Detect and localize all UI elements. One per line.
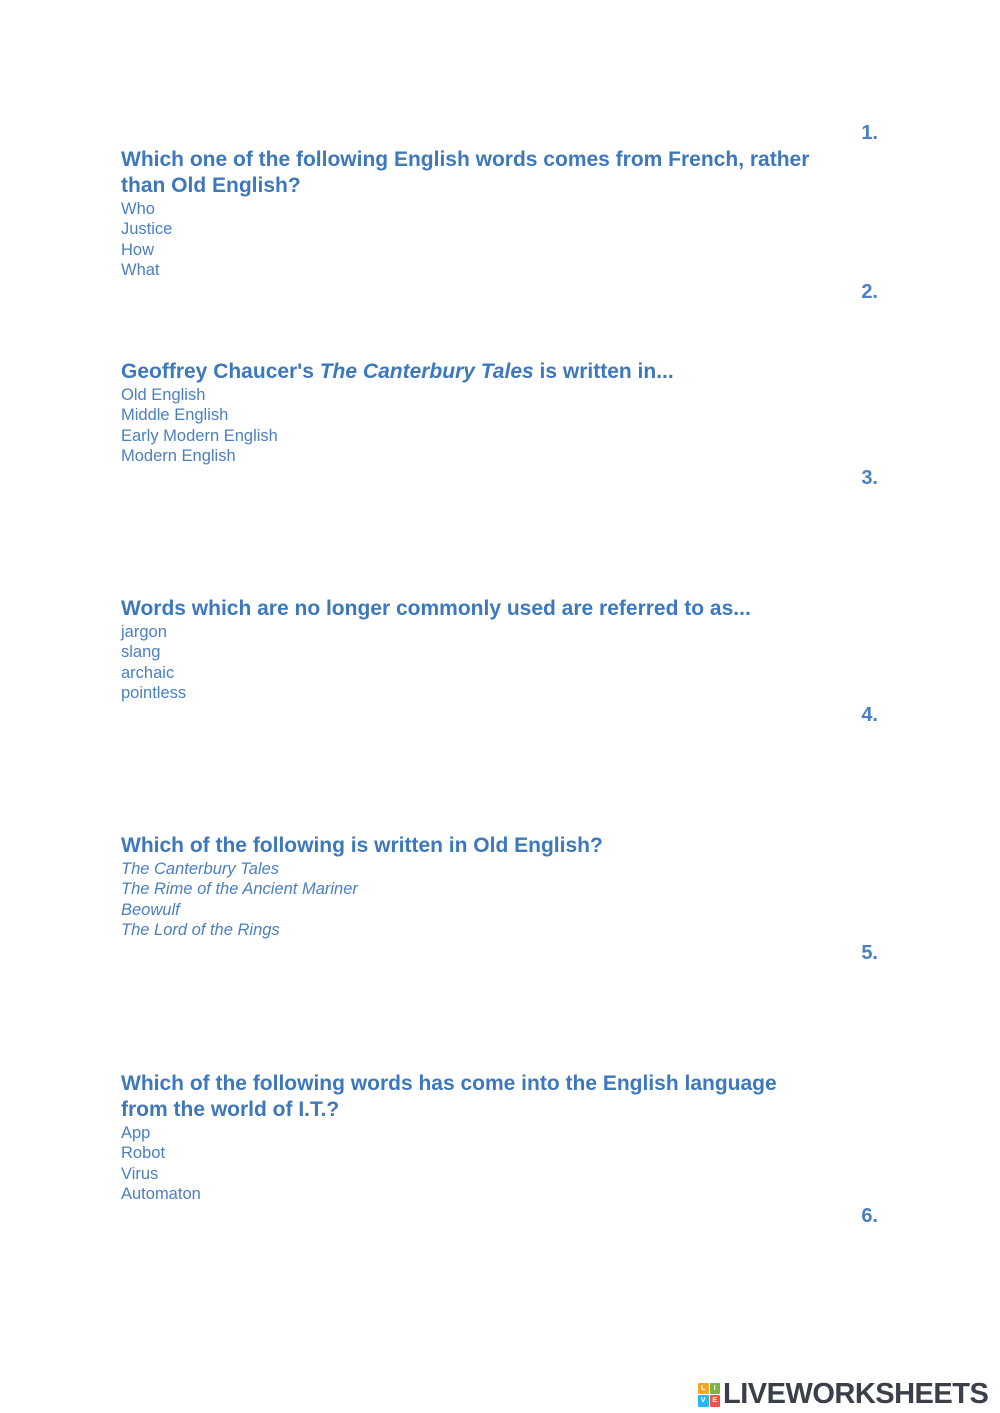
answer-option[interactable]: Early Modern English: [121, 426, 278, 445]
answer-option[interactable]: Modern English: [121, 446, 236, 465]
question-3-title: Words which are no longer commonly used are referred to as...: [121, 597, 751, 620]
logo-mark-icon: [698, 1383, 720, 1407]
question-1-title: Which one of the following English words comes from French, rather than Old English?: [121, 148, 810, 197]
logo-mark-l: L: [698, 1383, 709, 1395]
answer-option[interactable]: Middle English: [121, 406, 229, 425]
question-number-3: 3.: [861, 467, 878, 489]
question-4-title: Which of the following is written in Old English?: [121, 834, 603, 857]
question-number-4: 4.: [861, 704, 878, 726]
answer-option[interactable]: archaic: [121, 663, 175, 682]
answer-option[interactable]: Who: [121, 200, 155, 218]
answer-option[interactable]: App: [121, 1124, 151, 1142]
answer-option[interactable]: slang: [121, 643, 161, 662]
answer-option[interactable]: Old English: [121, 386, 206, 404]
question-5-title: Which of the following words has come into the English language from the world of I.T.?: [121, 1072, 777, 1121]
question-number-5: 5.: [861, 942, 878, 964]
logo-text: LIVEWORKSHEETS: [723, 1378, 989, 1410]
question-2-title: Geoffrey Chaucer's The Canterbury Tales is written in...: [121, 360, 674, 383]
question-1: [121, 147, 881, 280]
answer-option[interactable]: pointless: [121, 683, 187, 702]
logo-mark-e: E: [710, 1395, 721, 1407]
question-2: [121, 359, 881, 466]
question-3: [121, 596, 881, 703]
answer-option[interactable]: Automaton: [121, 1184, 201, 1203]
question-5: [121, 1071, 881, 1204]
answer-option[interactable]: What: [121, 260, 160, 279]
answer-option[interactable]: jargon: [121, 623, 167, 641]
answer-option[interactable]: The Rime of the Ancient Mariner: [121, 880, 358, 899]
logo-mark-v: V: [698, 1395, 709, 1407]
question-number-2: 2.: [861, 281, 878, 303]
answer-option[interactable]: How: [121, 240, 155, 259]
answer-option[interactable]: Justice: [121, 220, 173, 239]
liveworksheets-logo: [698, 1378, 988, 1411]
answer-option[interactable]: Robot: [121, 1144, 166, 1163]
answer-option[interactable]: Beowulf: [121, 900, 180, 919]
question-number-1: 1.: [861, 122, 878, 144]
answer-option[interactable]: The Lord of the Rings: [121, 920, 280, 939]
logo-mark-i: I: [710, 1383, 721, 1395]
answer-option[interactable]: The Canterbury Tales: [121, 860, 280, 878]
question-4: [121, 833, 881, 940]
question-number-6: 6.: [861, 1205, 878, 1227]
answer-option[interactable]: Virus: [121, 1164, 159, 1183]
